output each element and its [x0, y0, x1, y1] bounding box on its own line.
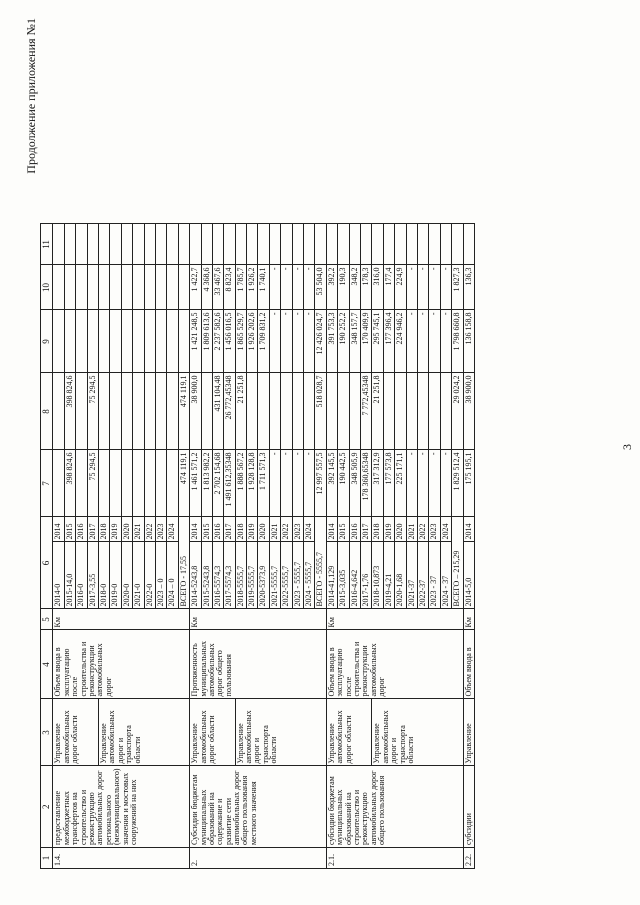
regional-funding-cell: 295 745,1 — [372, 310, 383, 373]
total-funding-cell: 474 119,1 — [178, 450, 189, 517]
local-funding-cell: 1 827,3 — [452, 265, 463, 310]
regional-funding-cell: - — [304, 310, 315, 373]
regional-funding-cell: 1 865 529,7 — [235, 310, 246, 373]
local-funding-cell: - — [281, 265, 292, 310]
item-number-cell: 2.1. — [326, 848, 463, 869]
header-cell: 11 — [41, 224, 53, 265]
regional-funding-cell: 1 709 831,2 — [258, 310, 269, 373]
regional-funding-cell — [155, 310, 166, 373]
target-value-cell: 2023 – 0 — [155, 542, 166, 609]
federal-funding-cell — [395, 373, 406, 450]
federal-funding-cell — [121, 373, 132, 450]
item-name-cell: Субсидии бюджетам муниципальных образований на содержание и развитие сети автомобильных дорог общего пользования местного значения — [190, 766, 327, 848]
federal-funding-cell — [338, 373, 349, 450]
total-funding-cell: 1 461 571,2 — [190, 450, 201, 517]
total-funding-cell: 177 573,8 — [383, 450, 394, 517]
year-cell: 2020 — [395, 517, 406, 542]
other-funding-cell — [53, 224, 64, 265]
indicator-cell: Протяженность муниципальных автомобильных дорог общего пользования — [190, 630, 327, 699]
year-cell: 2023 — [429, 517, 440, 542]
total-funding-cell: - — [292, 450, 303, 517]
target-value-cell: 2020-1,68 — [395, 542, 406, 609]
local-funding-cell: 190,3 — [338, 265, 349, 310]
regional-funding-cell: 391 753,3 — [326, 310, 337, 373]
executor-cell: Управление автомобильных дорог области — [53, 699, 99, 766]
executor-cell: Управление автомобильных дорог области — [190, 699, 236, 766]
federal-funding-cell — [53, 373, 64, 450]
year-cell: 2024 — [304, 517, 315, 542]
total-funding-cell: 225 171,1 — [395, 450, 406, 517]
other-funding-cell — [463, 224, 474, 265]
other-funding-cell — [224, 224, 235, 265]
regional-funding-cell — [167, 310, 178, 373]
target-value-cell: 2021-5555,7 — [269, 542, 280, 609]
year-cell: 2021 — [269, 517, 280, 542]
local-funding-cell: - — [417, 265, 428, 310]
total-funding-cell: - — [440, 450, 451, 517]
regional-funding-cell: 1 926 202,6 — [247, 310, 258, 373]
program-table — [40, 223, 475, 869]
year-cell: 2017 — [360, 517, 371, 542]
unit-cell: Км — [53, 609, 190, 630]
executor-cell: Управление — [463, 699, 474, 766]
target-value-cell: 2021-0 — [133, 542, 144, 609]
target-value-cell: 2024 – 0 — [167, 542, 178, 609]
year-cell: 2024 — [440, 517, 451, 542]
other-funding-cell — [417, 224, 428, 265]
local-funding-cell: 136,3 — [463, 265, 474, 310]
regional-funding-cell: 177 396,4 — [383, 310, 394, 373]
local-funding-cell: 1 785,7 — [235, 265, 246, 310]
total-funding-cell: 1 491 612,35348 — [224, 450, 235, 517]
regional-funding-cell: 224 946,2 — [395, 310, 406, 373]
other-funding-cell — [201, 224, 212, 265]
federal-funding-cell — [292, 373, 303, 450]
other-funding-cell — [87, 224, 98, 265]
federal-funding-cell: 21 251,8 — [235, 373, 246, 450]
local-funding-cell — [121, 265, 132, 310]
year-cell: 2016 — [349, 517, 360, 542]
other-funding-cell — [144, 224, 155, 265]
target-value-cell: 2020-0 — [121, 542, 132, 609]
other-funding-cell — [133, 224, 144, 265]
other-funding-cell — [247, 224, 258, 265]
year-cell: 2016 — [76, 517, 87, 542]
item-number-cell: 2. — [190, 848, 327, 869]
target-value-cell: 2016-0 — [76, 542, 87, 609]
year-cell: 2020 — [121, 517, 132, 542]
total-funding-cell: 75 294,5 — [87, 450, 98, 517]
federal-funding-cell — [144, 373, 155, 450]
regional-funding-cell — [110, 310, 121, 373]
year-cell: 2024 — [167, 517, 178, 542]
federal-funding-cell: 38 900,0 — [190, 373, 201, 450]
target-value-cell: 2014-5,0 — [463, 542, 474, 609]
executor-cell: Управление автомобильных дорог и транспорта области — [372, 699, 463, 766]
federal-funding-cell — [326, 373, 337, 450]
total-funding-cell — [53, 450, 64, 517]
year-cell: 2022 — [281, 517, 292, 542]
target-value-cell: 2024 - 5555,7 — [304, 542, 315, 609]
local-funding-cell — [167, 265, 178, 310]
other-funding-cell — [292, 224, 303, 265]
federal-funding-cell — [247, 373, 258, 450]
regional-funding-cell: - — [269, 310, 280, 373]
local-funding-cell — [53, 265, 64, 310]
federal-funding-cell — [406, 373, 417, 450]
total-funding-cell: 317 312,9 — [372, 450, 383, 517]
page-number: 3 — [620, 444, 634, 450]
regional-funding-cell: 12 426 024,7 — [315, 310, 326, 373]
year-cell: 2018 — [372, 517, 383, 542]
total-funding-cell: 1 888 567,2 — [235, 450, 246, 517]
target-value-cell: 2016-5574,3 — [212, 542, 223, 609]
table-row — [326, 224, 337, 869]
total-funding-cell — [110, 450, 121, 517]
federal-funding-cell — [440, 373, 451, 450]
local-funding-cell — [178, 265, 189, 310]
local-funding-cell: - — [429, 265, 440, 310]
target-value-cell: 2018-0 — [99, 542, 110, 609]
local-funding-cell: 53 504,0 — [315, 265, 326, 310]
local-funding-cell — [110, 265, 121, 310]
target-value-cell: 2014-41,129 — [326, 542, 337, 609]
regional-funding-cell: 348 157,7 — [349, 310, 360, 373]
target-value-cell: 2015-5243,8 — [201, 542, 212, 609]
local-funding-cell: 33 467,6 — [212, 265, 223, 310]
total-funding-cell: - — [269, 450, 280, 517]
regional-funding-cell: 1 798 660,8 — [452, 310, 463, 373]
appendix-caption: Продолжение приложения №1 — [24, 18, 38, 174]
federal-funding-cell — [383, 373, 394, 450]
header-cell: 2 — [41, 766, 53, 848]
year-cell: 2017 — [87, 517, 98, 542]
regional-funding-cell — [76, 310, 87, 373]
local-funding-cell: 178,3 — [360, 265, 371, 310]
year-cell: 2019 — [247, 517, 258, 542]
item-number-cell: 1.4. — [53, 848, 190, 869]
target-value-cell: 2021-37 — [406, 542, 417, 609]
other-funding-cell — [167, 224, 178, 265]
other-funding-cell — [452, 224, 463, 265]
year-cell: 2014 — [53, 517, 64, 542]
table-row — [463, 224, 474, 869]
header-cell: 4 — [41, 630, 53, 699]
header-cell: 5 — [41, 609, 53, 630]
federal-funding-cell: 431 104,48 — [212, 373, 223, 450]
regional-funding-cell: 170 409,9 — [360, 310, 371, 373]
regional-funding-cell: - — [292, 310, 303, 373]
regional-funding-cell: - — [281, 310, 292, 373]
header-cell: 7 — [41, 450, 53, 517]
regional-funding-cell: 1 421 248,5 — [190, 310, 201, 373]
regional-funding-cell — [133, 310, 144, 373]
total-funding-cell: - — [429, 450, 440, 517]
regional-funding-cell: - — [406, 310, 417, 373]
header-cell: 6 — [41, 517, 53, 609]
total-funding-cell: 12 997 557,5 — [315, 450, 326, 517]
target-value-cell: 2017-5574,3 — [224, 542, 235, 609]
year-cell: 2021 — [133, 517, 144, 542]
other-funding-cell — [338, 224, 349, 265]
federal-funding-cell — [167, 373, 178, 450]
total-funding-cell: - — [304, 450, 315, 517]
total-funding-cell — [99, 450, 110, 517]
regional-funding-cell: - — [429, 310, 440, 373]
federal-funding-cell: 21 251,8 — [372, 373, 383, 450]
federal-funding-cell: 38 900,0 — [463, 373, 474, 450]
year-cell: 2020 — [258, 517, 269, 542]
year-cell: 2015 — [64, 517, 75, 542]
header-cell: 9 — [41, 310, 53, 373]
total-funding-cell: 398 824,6 — [64, 450, 75, 517]
other-funding-cell — [281, 224, 292, 265]
federal-funding-cell: 518 028,7 — [315, 373, 326, 450]
regional-funding-cell — [53, 310, 64, 373]
total-funding-cell — [144, 450, 155, 517]
local-funding-cell: 177,4 — [383, 265, 394, 310]
local-funding-cell — [99, 265, 110, 310]
federal-funding-cell — [417, 373, 428, 450]
regional-funding-cell: - — [440, 310, 451, 373]
executor-cell: Управление автомобильных дорог области — [326, 699, 372, 766]
local-funding-cell — [76, 265, 87, 310]
regional-funding-cell: - — [417, 310, 428, 373]
local-funding-cell: 1 926,2 — [247, 265, 258, 310]
other-funding-cell — [406, 224, 417, 265]
total-funding-cell — [76, 450, 87, 517]
other-funding-cell — [76, 224, 87, 265]
item-name-cell: субсидии бюджетам муниципальных образований на строительство и реконструкцию автомобильных дорог общего пользования — [326, 766, 463, 848]
column-number-row — [41, 224, 53, 869]
target-value-cell: 2017-3,55 — [87, 542, 98, 609]
other-funding-cell — [315, 224, 326, 265]
regional-funding-cell: 136 158,8 — [463, 310, 474, 373]
target-value-cell: 2014-5243,8 — [190, 542, 201, 609]
indicator-cell: Объем ввода в эксплуатацию после строительства и реконструкции автомобильных дорог — [326, 630, 463, 699]
federal-funding-cell — [76, 373, 87, 450]
year-cell: 2023 — [155, 517, 166, 542]
year-cell: 2019 — [110, 517, 121, 542]
total-label-cell: ВСЕГО – 215,29 — [452, 517, 463, 609]
target-value-cell: 2022-0 — [144, 542, 155, 609]
total-funding-cell: - — [281, 450, 292, 517]
target-value-cell: 2022-5555,7 — [281, 542, 292, 609]
year-cell: 2016 — [212, 517, 223, 542]
year-cell: 2015 — [201, 517, 212, 542]
other-funding-cell — [372, 224, 383, 265]
federal-funding-cell — [349, 373, 360, 450]
regional-funding-cell: 1 456 016,5 — [224, 310, 235, 373]
total-funding-cell: 1 711 571,3 — [258, 450, 269, 517]
total-funding-cell: - — [406, 450, 417, 517]
other-funding-cell — [212, 224, 223, 265]
other-funding-cell — [395, 224, 406, 265]
other-funding-cell — [429, 224, 440, 265]
year-cell: 2018 — [99, 517, 110, 542]
federal-funding-cell — [99, 373, 110, 450]
total-label-cell: ВСЕГО - 17,55 — [178, 517, 189, 609]
total-funding-cell — [133, 450, 144, 517]
federal-funding-cell — [429, 373, 440, 450]
regional-funding-cell — [99, 310, 110, 373]
regional-funding-cell: 2 237 582,6 — [212, 310, 223, 373]
year-cell: 2022 — [144, 517, 155, 542]
total-funding-cell: 178 360,65348 — [360, 450, 371, 517]
other-funding-cell — [304, 224, 315, 265]
local-funding-cell: 8 823,4 — [224, 265, 235, 310]
total-funding-cell: 392 145,5 — [326, 450, 337, 517]
target-value-cell: 2016-4,642 — [349, 542, 360, 609]
local-funding-cell: 224,9 — [395, 265, 406, 310]
other-funding-cell — [349, 224, 360, 265]
total-funding-cell: 1 813 982,2 — [201, 450, 212, 517]
other-funding-cell — [326, 224, 337, 265]
local-funding-cell: 4 368,6 — [201, 265, 212, 310]
unit-cell: Км — [326, 609, 463, 630]
total-label-cell: ВСЕГО - 5555,7 — [315, 517, 326, 609]
local-funding-cell: 1 422,7 — [190, 265, 201, 310]
federal-funding-cell: 26 772,45348 — [224, 373, 235, 450]
target-value-cell: 2024 - 37 — [440, 542, 451, 609]
federal-funding-cell — [269, 373, 280, 450]
table-row — [53, 224, 64, 869]
other-funding-cell — [121, 224, 132, 265]
target-value-cell: 2019-4,21 — [383, 542, 394, 609]
executor-cell: Управление автомобильных дорог и транспорта области — [99, 699, 190, 766]
total-funding-cell: 1 829 512,4 — [452, 450, 463, 517]
other-funding-cell — [258, 224, 269, 265]
other-funding-cell — [269, 224, 280, 265]
target-value-cell: 2019-0 — [110, 542, 121, 609]
total-funding-cell: 175 195,1 — [463, 450, 474, 517]
regional-funding-cell — [178, 310, 189, 373]
target-value-cell: 2023 - 37 — [429, 542, 440, 609]
local-funding-cell — [64, 265, 75, 310]
federal-funding-cell: 75 294,5 — [87, 373, 98, 450]
federal-funding-cell: 474 119,1 — [178, 373, 189, 450]
federal-funding-cell — [110, 373, 121, 450]
other-funding-cell — [110, 224, 121, 265]
target-value-cell: 2015-3,035 — [338, 542, 349, 609]
total-funding-cell: 2 702 154,68 — [212, 450, 223, 517]
federal-funding-cell — [258, 373, 269, 450]
regional-funding-cell — [121, 310, 132, 373]
item-number-cell: 2.2. — [463, 848, 474, 869]
other-funding-cell — [64, 224, 75, 265]
total-funding-cell: 1 928 128,8 — [247, 450, 258, 517]
local-funding-cell: 348,2 — [349, 265, 360, 310]
regional-funding-cell: 190 252,2 — [338, 310, 349, 373]
federal-funding-cell — [155, 373, 166, 450]
item-name-cell: предоставление межбюджетных трансфертов на строительство и реконструкцию автомобильных дорог регионального (межмуниципального) значения и мостовых сооружений на них — [53, 766, 190, 848]
other-funding-cell — [99, 224, 110, 265]
table-row — [190, 224, 201, 869]
local-funding-cell — [133, 265, 144, 310]
total-funding-cell: 190 442,5 — [338, 450, 349, 517]
local-funding-cell: - — [406, 265, 417, 310]
other-funding-cell — [235, 224, 246, 265]
local-funding-cell: 316,0 — [372, 265, 383, 310]
year-cell: 2017 — [224, 517, 235, 542]
total-funding-cell: - — [417, 450, 428, 517]
regional-funding-cell — [87, 310, 98, 373]
unit-cell: Км — [190, 609, 327, 630]
target-value-cell: 2022-37 — [417, 542, 428, 609]
target-value-cell: 2014-0 — [53, 542, 64, 609]
regional-funding-cell — [64, 310, 75, 373]
year-cell: 2014 — [463, 517, 474, 542]
year-cell: 2015 — [338, 517, 349, 542]
target-value-cell: 2018-5555,7 — [235, 542, 246, 609]
regional-funding-cell: 1 809 613,6 — [201, 310, 212, 373]
local-funding-cell: 1 740,1 — [258, 265, 269, 310]
regional-funding-cell — [144, 310, 155, 373]
local-funding-cell — [87, 265, 98, 310]
header-cell: 1 — [41, 848, 53, 869]
year-cell: 2019 — [383, 517, 394, 542]
federal-funding-cell — [133, 373, 144, 450]
executor-cell: Управление автомобильных дорог и транспорта области — [235, 699, 326, 766]
item-name-cell: субсидии — [463, 766, 474, 848]
unit-cell: Км — [463, 609, 474, 630]
year-cell: 2014 — [326, 517, 337, 542]
total-funding-cell — [167, 450, 178, 517]
total-funding-cell — [121, 450, 132, 517]
target-value-cell: 2020-5373,9 — [258, 542, 269, 609]
year-cell: 2014 — [190, 517, 201, 542]
header-cell: 8 — [41, 373, 53, 450]
target-value-cell: 2015-14,0 — [64, 542, 75, 609]
federal-funding-cell: 29 024,2 — [452, 373, 463, 450]
target-value-cell: 2017-1,76 — [360, 542, 371, 609]
year-cell: 2022 — [417, 517, 428, 542]
local-funding-cell: - — [304, 265, 315, 310]
other-funding-cell — [190, 224, 201, 265]
federal-funding-cell — [201, 373, 212, 450]
local-funding-cell: - — [440, 265, 451, 310]
indicator-cell: Объем ввода в эксплуатацию после строительства и реконструкции автомобильных дорог — [53, 630, 190, 699]
other-funding-cell — [155, 224, 166, 265]
local-funding-cell: 392,2 — [326, 265, 337, 310]
target-value-cell: 2019-5555,7 — [247, 542, 258, 609]
other-funding-cell — [178, 224, 189, 265]
federal-funding-cell: 7 772,45348 — [360, 373, 371, 450]
target-value-cell: 2018-10,873 — [372, 542, 383, 609]
total-funding-cell — [155, 450, 166, 517]
year-cell: 2023 — [292, 517, 303, 542]
federal-funding-cell — [281, 373, 292, 450]
other-funding-cell — [440, 224, 451, 265]
local-funding-cell: - — [292, 265, 303, 310]
indicator-cell: Объем ввода в — [463, 630, 474, 699]
federal-funding-cell: 398 824,6 — [64, 373, 75, 450]
local-funding-cell: - — [269, 265, 280, 310]
other-funding-cell — [383, 224, 394, 265]
header-cell: 3 — [41, 699, 53, 766]
year-cell: 2018 — [235, 517, 246, 542]
header-cell: 10 — [41, 265, 53, 310]
target-value-cell: 2023 - 5555,7 — [292, 542, 303, 609]
local-funding-cell — [155, 265, 166, 310]
federal-funding-cell — [304, 373, 315, 450]
year-cell: 2021 — [406, 517, 417, 542]
local-funding-cell — [144, 265, 155, 310]
other-funding-cell — [360, 224, 371, 265]
total-funding-cell: 348 505,9 — [349, 450, 360, 517]
